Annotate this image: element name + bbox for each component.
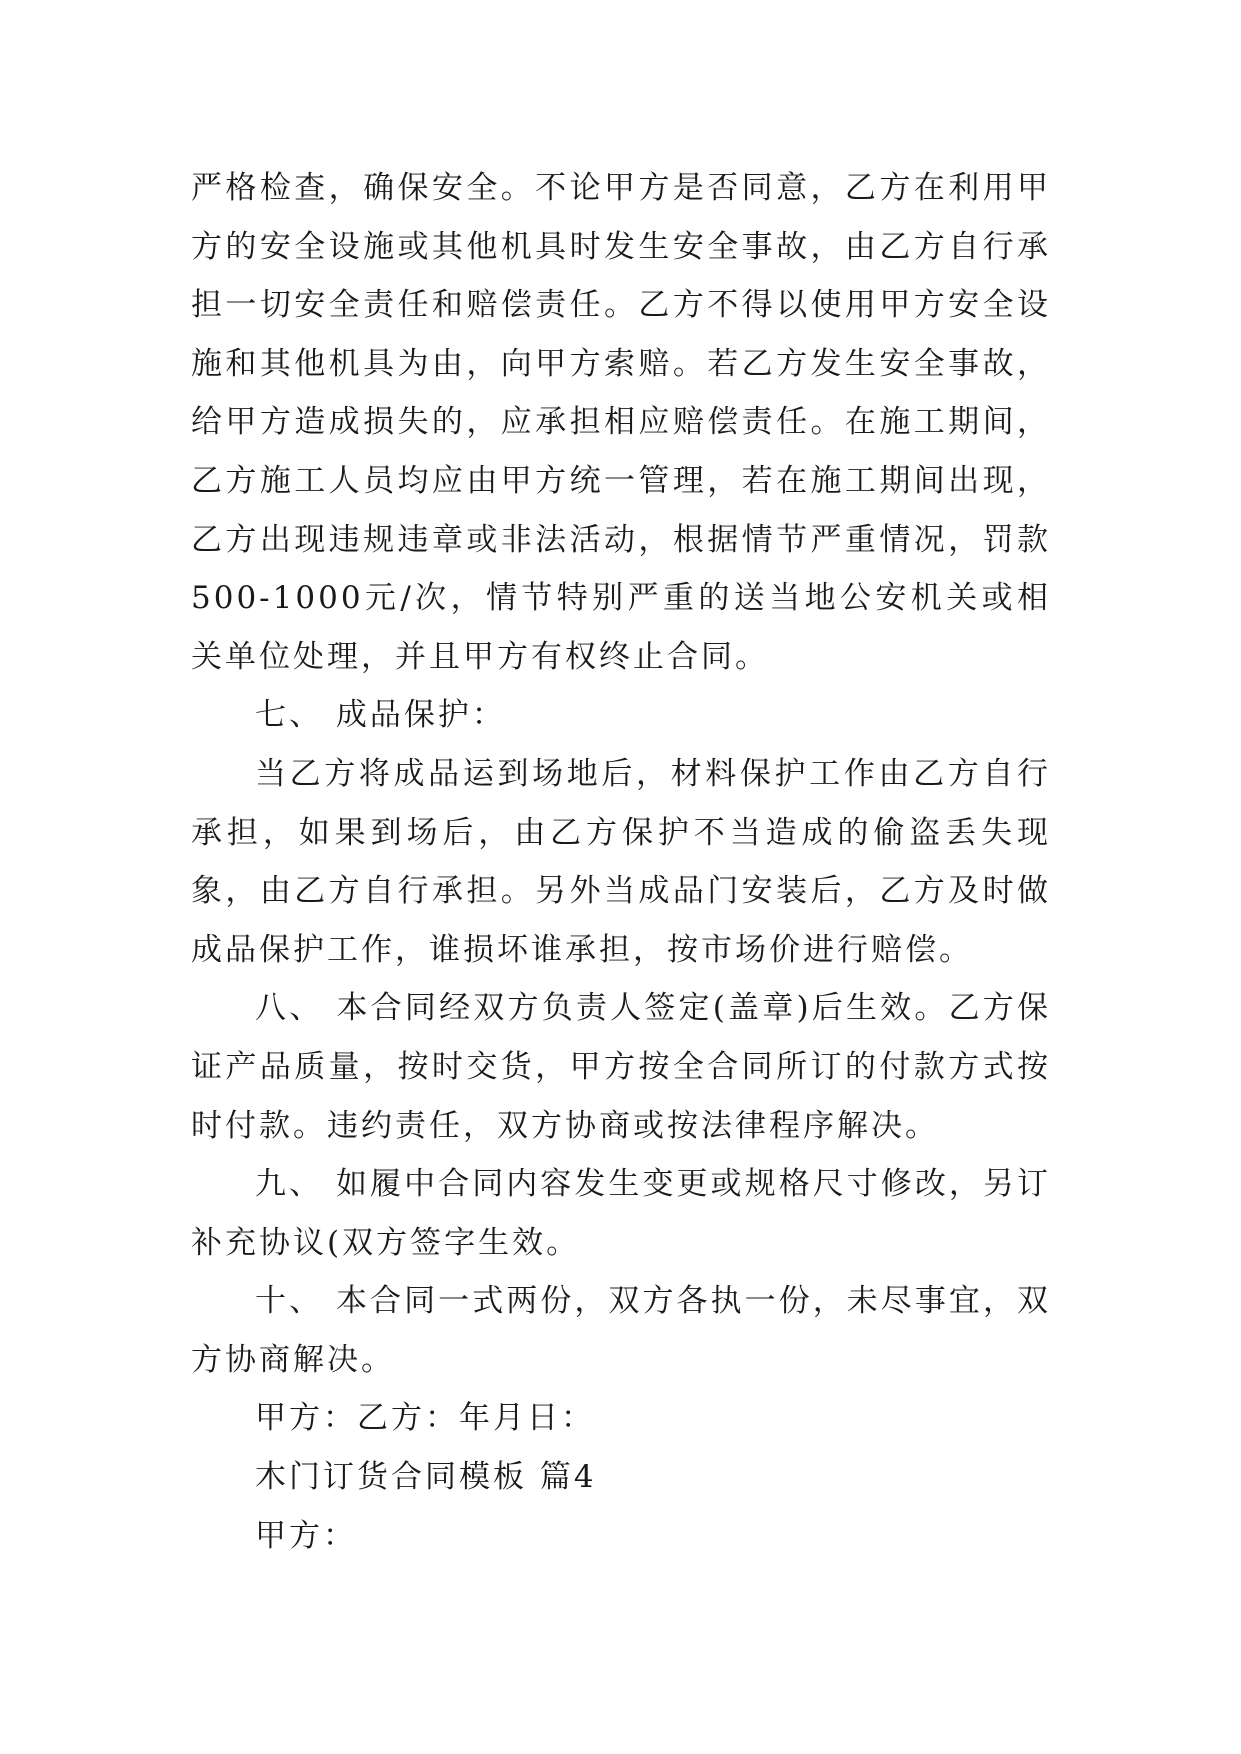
- paragraph-contract-effective: 八、 本合同经双方负责人签定(盖章)后生效。乙方保证产品质量，按时交货，甲方按全合同所订的付款方式按时付款。违约责任，双方协商或按法律程序解决。: [191, 990, 1051, 1144]
- paragraph-contract-copies: 十、 本合同一式两份，双方各执一份，未尽事宜，双方协商解决。: [191, 1283, 1051, 1378]
- paragraph-product-protection: 当乙方将成品运到场地后，材料保护工作由乙方自行承担，如果到场后，由乙方保护不当造成的偷盗丢失现象，由乙方自行承担。另外当成品门安装后，乙方及时做成品保护工作，谁损坏谁承担，按市场价进行赔偿。: [191, 755, 1051, 968]
- paragraph-contract-changes: 九、 如履中合同内容发生变更或规格尺寸修改，另订补充协议(双方签字生效。: [191, 1166, 1051, 1261]
- party-a-label: 甲方：: [255, 1517, 357, 1554]
- section-title-template-4: 木门订货合同模板 篇4: [255, 1459, 597, 1496]
- document-body: [191, 159, 1051, 1565]
- signature-line: 甲方：乙方：年月日：: [255, 1400, 595, 1437]
- section-heading-product-protection: 七、 成品保护：: [255, 697, 506, 734]
- paragraph-safety-liability: 严格检查，确保安全。不论甲方是否同意，乙方在利用甲方的安全设施或其他机具时发生安全事故，由乙方自行承担一切安全责任和赔偿责任。乙方不得以使用甲方安全设施和其他机具为由，向甲方索赔。若乙方发生安全事故，给甲方造成损失的，应承担相应赔偿责任。在施工期间，乙方施工人员均应由甲方统一管理，若在施工期间出现，乙方出现违规违章或非法活动，根据情节严重情况，罚款500-1000元/次，情节特别严重的送当地公安机关或相关单位处理，并且甲方有权终止合同。: [191, 170, 1051, 675]
